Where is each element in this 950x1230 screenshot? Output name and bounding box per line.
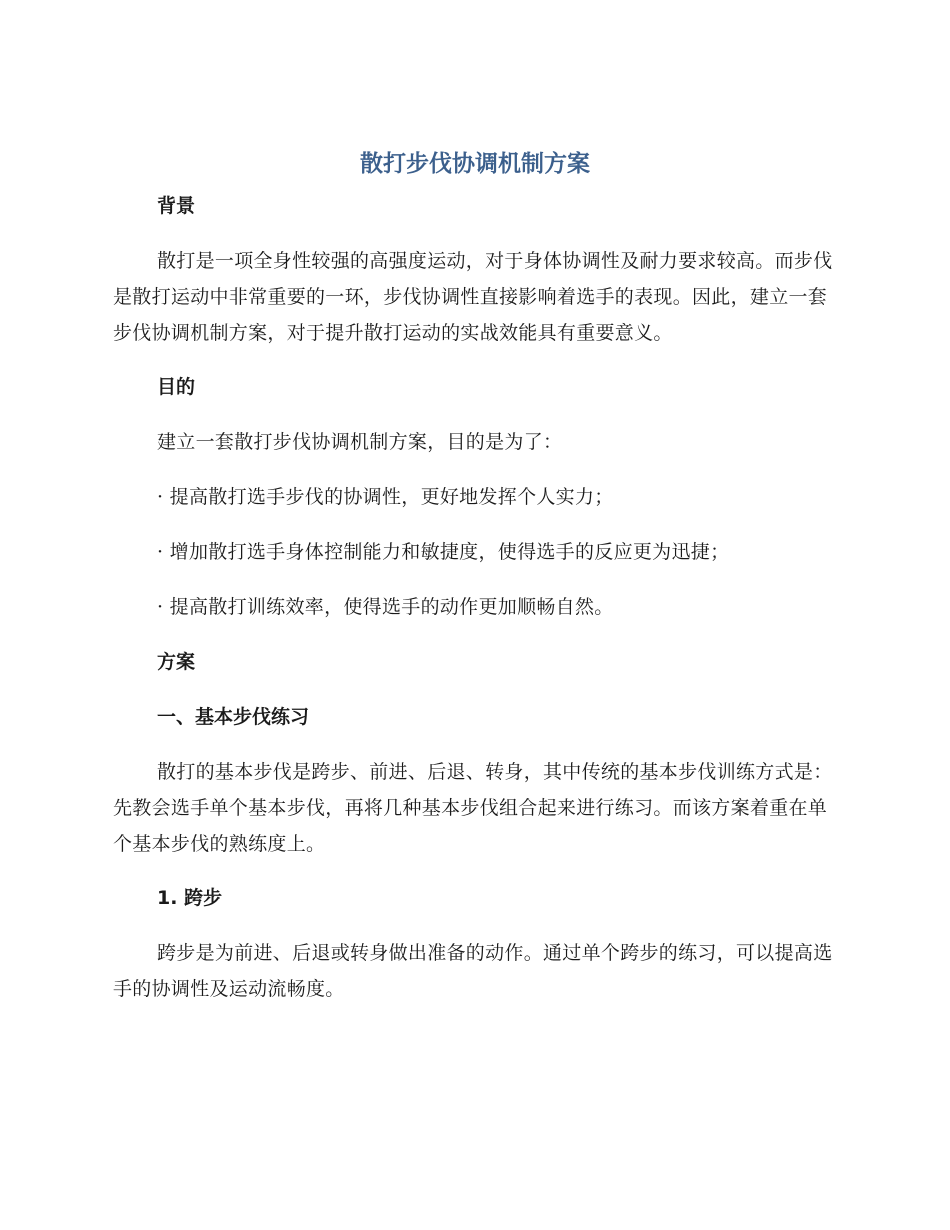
stride-paragraph: 跨步是为前进、后退或转身做出准备的动作。通过单个跨步的练习，可以提高选手的协调性及运动流畅度。 bbox=[113, 942, 833, 1000]
basic-steps-paragraph: 散打的基本步伐是跨步、前进、后退、转身，其中传统的基本步伐训练方式是：先教会选手单个基本步伐，再将几种基本步伐组合起来进行练习。而该方案着重在单个基本步伐的熟练度上。 bbox=[113, 761, 833, 855]
section-heading-plan: 方案 bbox=[157, 651, 196, 673]
purpose-item-2: · 增加散打选手身体控制能力和敏捷度，使得选手的反应更为迅捷； bbox=[157, 541, 730, 563]
subsection-heading-basic-steps: 一、基本步伐练习 bbox=[157, 706, 310, 728]
step-heading-stride: 1. 跨步 bbox=[157, 887, 223, 909]
purpose-item-3: · 提高散打训练效率，使得选手的动作更加顺畅自然。 bbox=[157, 596, 614, 618]
purpose-intro-paragraph: 建立一套散打步伐协调机制方案，目的是为了： bbox=[157, 431, 563, 453]
document-title: 散打步伐协调机制方案 bbox=[360, 151, 590, 177]
background-paragraph: 散打是一项全身性较强的高强度运动，对于身体协调性及耐力要求较高。而步伐是散打运动中非常重要的一环，步伐协调性直接影响着选手的表现。因此，建立一套步伐协调机制方案，对于提升散打运动的实战效能具有重要意义。 bbox=[113, 250, 833, 344]
section-heading-purpose: 目的 bbox=[157, 376, 196, 398]
section-heading-background: 背景 bbox=[157, 195, 196, 217]
purpose-item-1: · 提高散打选手步伐的协调性，更好地发挥个人实力； bbox=[157, 486, 614, 508]
document-body bbox=[113, 188, 835, 1007]
